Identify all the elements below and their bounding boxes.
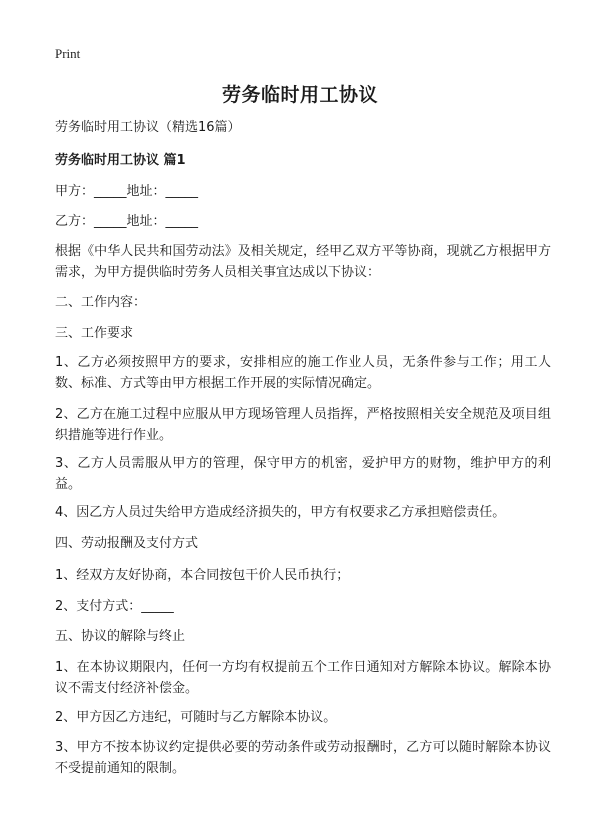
termination-2: 2、甲方因乙方违纪，可随时与乙方解除本协议。 [55, 710, 337, 725]
section-5-heading: 五、协议的解除与终止 [55, 629, 186, 644]
section-3-heading: 三、工作要求 [55, 326, 134, 341]
payment-2: 2、支付方式：_____ [55, 599, 174, 614]
section-2-heading: 二、工作内容： [55, 295, 147, 310]
requirement-1: 1、乙方必须按照甲方的要求，安排相应的施工作业人员，无条件参与工作；用工人数、标准、方式等由甲方根据工作开展的实际情况确定。 [55, 355, 551, 391]
requirement-3: 3、乙方人员需服从甲方的管理，保守甲方的机密，爱护甲方的财物，维护甲方的利益。 [55, 456, 551, 492]
party-a-line: 甲方：_____地址：_____ [55, 184, 199, 199]
payment-1: 1、经双方友好协商，本合同按包干价人民币执行； [55, 568, 350, 583]
subtitle: 劳务临时用工协议（精选16篇） [55, 120, 241, 135]
print-label: Print [55, 46, 81, 61]
termination-1: 1、在本协议期限内，任何一方均有权提前五个工作日通知对方解除本协议。解除本协议不需支付经济补偿金。 [55, 660, 551, 696]
requirement-4: 4、因乙方人员过失给甲方造成经济损失的，甲方有权要求乙方承担赔偿责任。 [55, 505, 506, 520]
termination-3: 3、甲方不按本协议约定提供必要的劳动条件或劳动报酬时，乙方可以随时解除本协议不受提前通知的限制。 [55, 740, 551, 776]
requirement-2: 2、乙方在施工过程中应服从甲方现场管理人员指挥，严格按照相关安全规范及项目组织措施等进行作业。 [55, 407, 551, 443]
party-b-line: 乙方：_____地址：_____ [55, 214, 199, 229]
intro-paragraph: 根据《中华人民共和国劳动法》及相关规定，经甲乙双方平等协商，现就乙方根据甲方需求，为甲方提供临时劳务人员相关事宜达成以下协议： [55, 244, 551, 280]
section-4-heading: 四、劳动报酬及支付方式 [55, 536, 199, 551]
section-heading: 劳务临时用工协议 篇1 [55, 153, 186, 168]
page-title: 劳务临时用工协议 [221, 84, 378, 106]
